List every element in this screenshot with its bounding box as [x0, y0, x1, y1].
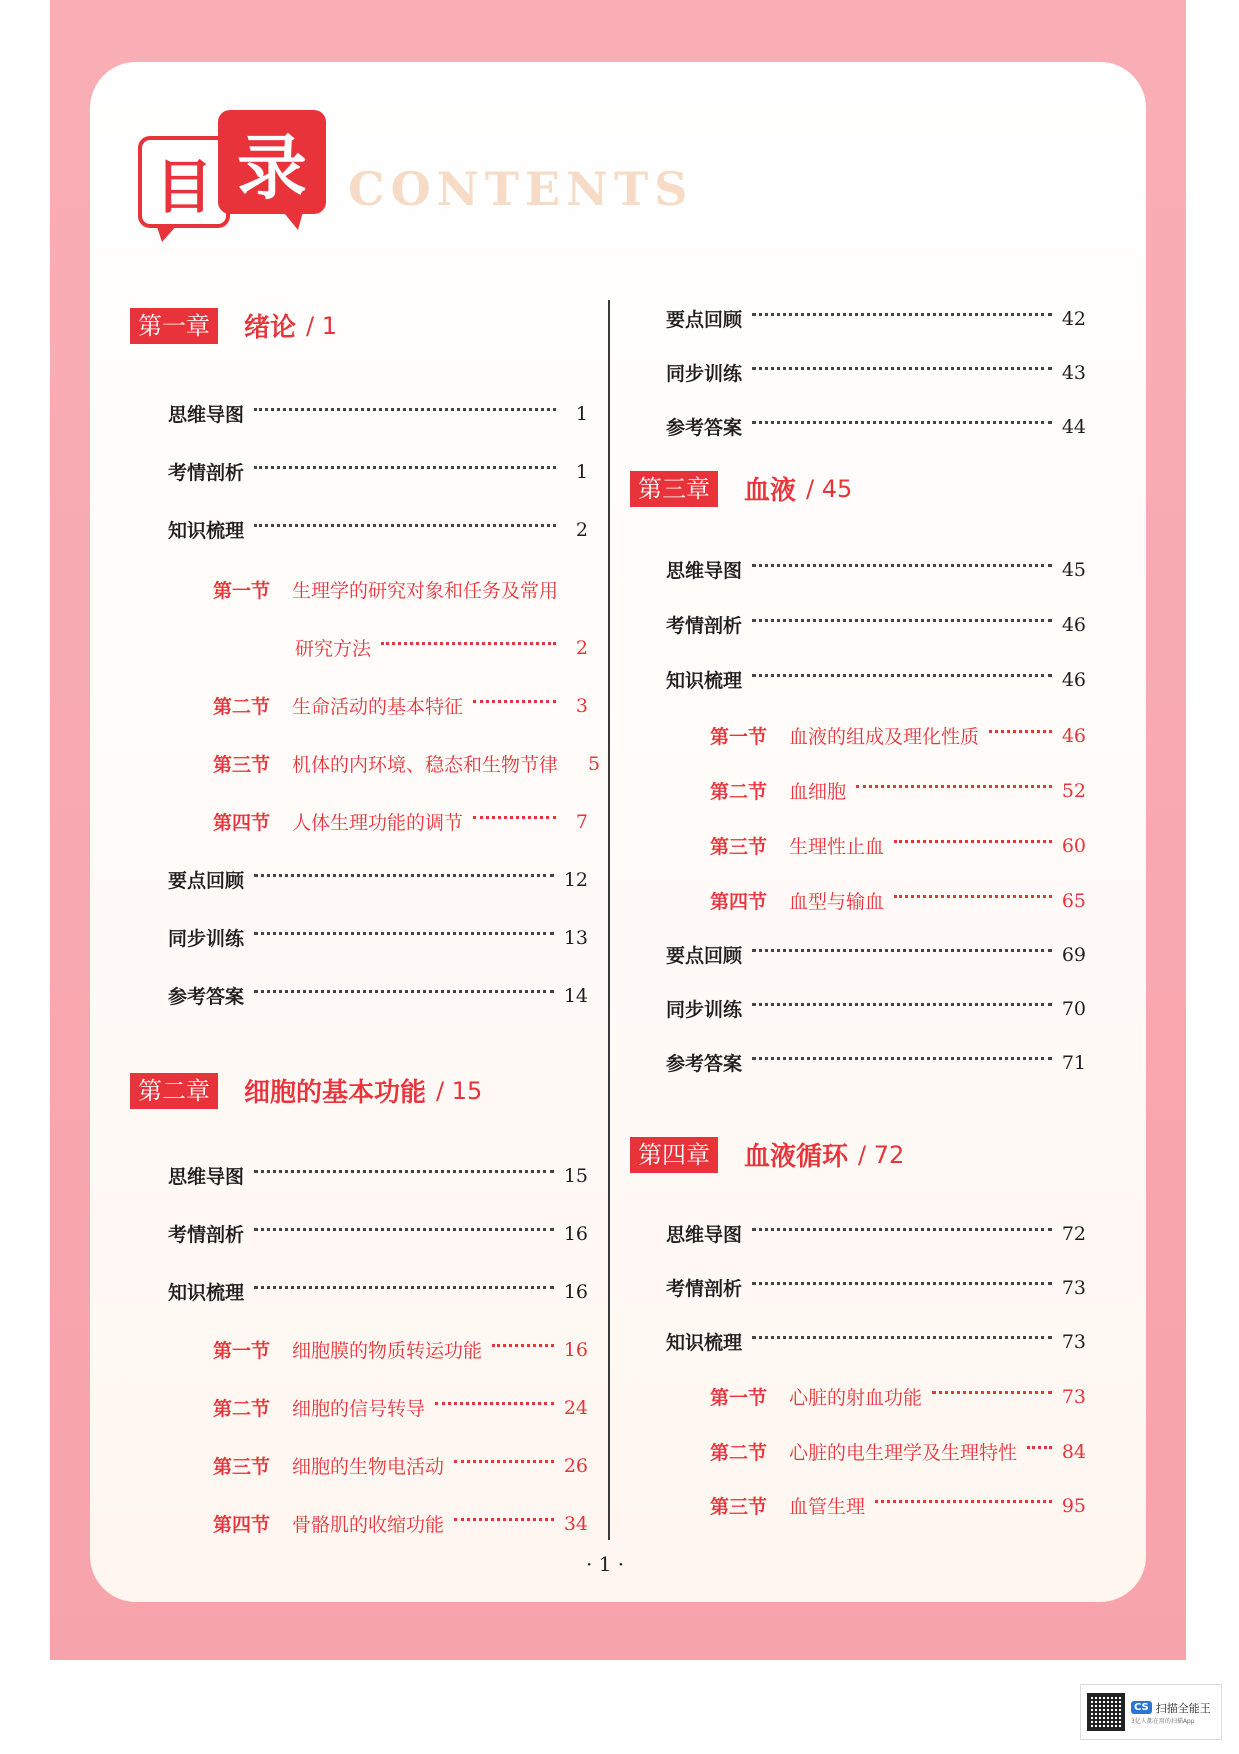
section-number: 第一节 — [213, 580, 271, 602]
toc-entry[interactable] — [666, 359, 1086, 386]
toc-entry[interactable] — [666, 305, 1086, 332]
entry-page: 43 — [1061, 361, 1086, 384]
entry-page: 5 — [587, 752, 601, 775]
toc-entry[interactable] — [666, 995, 1086, 1022]
toc-section[interactable] — [213, 576, 558, 603]
chapter-page: / 72 — [858, 1140, 905, 1169]
section-number: 第三节 — [213, 1456, 271, 1478]
entry-label: 要点回顾 — [666, 945, 743, 967]
chapter-heading[interactable] — [630, 1136, 904, 1173]
section-label: 人体生理功能的调节 — [292, 812, 464, 834]
section-label: 研究方法 — [295, 638, 372, 660]
section-label: 生理学的研究对象和任务及常用 — [292, 580, 559, 602]
entry-label: 知识梳理 — [168, 520, 245, 542]
chapter-badge: 第三章 — [630, 471, 718, 507]
entry-label: 要点回顾 — [168, 870, 245, 892]
toc-section[interactable] — [213, 1336, 588, 1363]
toc-entry[interactable] — [168, 924, 588, 951]
section-label: 血细胞 — [789, 781, 847, 803]
entry-label: 思维导图 — [168, 1166, 245, 1188]
chapter-badge: 第四章 — [630, 1137, 718, 1173]
toc-section[interactable] — [213, 692, 588, 719]
entry-page: 2 — [575, 518, 588, 541]
section-label: 骨骼肌的收缩功能 — [292, 1514, 445, 1536]
column-divider — [608, 300, 610, 1540]
entry-page: 46 — [1061, 724, 1086, 747]
toc-entry[interactable] — [168, 400, 588, 427]
toc-entry[interactable] — [168, 516, 588, 543]
toc-section[interactable] — [710, 777, 1086, 804]
watermark-subtitle: 3亿人都在用的扫描App — [1131, 1717, 1195, 1725]
toc-section[interactable] — [213, 1510, 588, 1537]
entry-label: 同步训练 — [666, 363, 743, 385]
chapter-page: / 1 — [306, 311, 337, 340]
toc-entry[interactable] — [666, 556, 1086, 583]
toc-section[interactable] — [710, 1383, 1086, 1410]
entry-label: 思维导图 — [168, 404, 245, 426]
section-label: 机体的内环境、稳态和生物节律 — [292, 754, 559, 776]
toc-section-cont[interactable] — [295, 634, 588, 661]
section-number: 第三节 — [710, 836, 768, 858]
entry-label: 考情剖析 — [666, 615, 743, 637]
section-label: 细胞的信号转导 — [292, 1398, 426, 1420]
section-label: 生命活动的基本特征 — [292, 696, 464, 718]
section-number: 第一节 — [710, 1387, 768, 1409]
section-label: 细胞的生物电活动 — [292, 1456, 445, 1478]
entry-page: 65 — [1061, 889, 1086, 912]
chapter-title: 血液 — [744, 476, 797, 506]
section-number: 第四节 — [213, 812, 271, 834]
entry-page: 7 — [575, 810, 588, 833]
chapter-title: 血液循环 — [744, 1142, 849, 1172]
entry-page: 2 — [575, 636, 588, 659]
toc-entry[interactable] — [666, 1274, 1086, 1301]
chapter-badge: 第二章 — [130, 1073, 218, 1109]
section-label: 血型与输血 — [789, 891, 885, 913]
title-char-lu: 录 — [218, 110, 326, 214]
entry-page: 26 — [563, 1454, 588, 1477]
chapter-page: / 45 — [806, 474, 853, 503]
entry-page: 45 — [1061, 558, 1086, 581]
entry-label: 知识梳理 — [168, 1282, 245, 1304]
toc-entry[interactable] — [168, 458, 588, 485]
entry-page: 1 — [575, 460, 588, 483]
section-number: 第一节 — [213, 1340, 271, 1362]
section-label: 心脏的射血功能 — [789, 1387, 923, 1409]
chapter-heading[interactable] — [130, 1072, 482, 1109]
entry-label: 参考答案 — [168, 986, 245, 1008]
entry-label: 知识梳理 — [666, 1332, 743, 1354]
toc-entry[interactable] — [168, 1220, 588, 1247]
entry-page: 70 — [1061, 997, 1086, 1020]
toc-section[interactable] — [710, 1438, 1086, 1465]
entry-page: 1 — [575, 402, 588, 425]
toc-entry[interactable] — [666, 1328, 1086, 1355]
entry-page: 72 — [1061, 1222, 1086, 1245]
entry-page: 95 — [1061, 1494, 1086, 1517]
toc-section[interactable] — [213, 750, 601, 777]
entry-page: 24 — [563, 1396, 588, 1419]
entry-page: 16 — [563, 1280, 588, 1303]
section-number: 第三节 — [213, 754, 271, 776]
title-char-mu: 目 — [138, 136, 230, 228]
toc-entry[interactable] — [666, 1220, 1086, 1247]
section-number: 第四节 — [710, 891, 768, 913]
toc-section[interactable] — [710, 832, 1086, 859]
toc-entry[interactable] — [168, 866, 588, 893]
entry-page: 73 — [1061, 1276, 1086, 1299]
qr-code-icon — [1087, 1693, 1125, 1731]
entry-label: 考情剖析 — [666, 1278, 743, 1300]
section-label: 血管生理 — [789, 1496, 866, 1518]
entry-page: 73 — [1061, 1385, 1086, 1408]
entry-page: 16 — [563, 1338, 588, 1361]
section-number: 第二节 — [213, 696, 271, 718]
chapter-title: 细胞的基本功能 — [244, 1078, 427, 1108]
entry-label: 知识梳理 — [666, 670, 743, 692]
toc-section[interactable] — [710, 887, 1086, 914]
entry-page: 13 — [563, 926, 588, 949]
toc-entry[interactable] — [666, 666, 1086, 693]
entry-page: 14 — [563, 984, 588, 1007]
entry-page: 12 — [563, 868, 588, 891]
chapter-page: / 15 — [436, 1076, 483, 1105]
entry-page: 44 — [1061, 415, 1086, 438]
chapter-badge: 第一章 — [130, 308, 218, 344]
chapter-heading[interactable] — [130, 307, 337, 344]
section-number: 第三节 — [710, 1496, 768, 1518]
entry-page: 73 — [1061, 1330, 1086, 1353]
section-label: 细胞膜的物质转运功能 — [292, 1340, 483, 1362]
entry-page: 69 — [1061, 943, 1086, 966]
entry-label: 参考答案 — [666, 1053, 743, 1075]
entry-page: 42 — [1061, 307, 1086, 330]
toc-entry[interactable] — [168, 982, 588, 1009]
entry-page: 46 — [1061, 668, 1086, 691]
entry-page: 60 — [1061, 834, 1086, 857]
entry-page: 52 — [1061, 779, 1086, 802]
toc-entry[interactable] — [666, 941, 1086, 968]
entry-label: 思维导图 — [666, 560, 743, 582]
entry-label: 思维导图 — [666, 1224, 743, 1246]
speech-tail-icon — [156, 224, 178, 242]
entry-page: 84 — [1061, 1440, 1086, 1463]
toc-entry[interactable] — [168, 1162, 588, 1189]
section-label: 心脏的电生理学及生理特性 — [789, 1442, 1018, 1464]
entry-page: 16 — [563, 1222, 588, 1245]
toc-entry[interactable] — [666, 1049, 1086, 1076]
entry-label: 要点回顾 — [666, 309, 743, 331]
entry-page: 34 — [563, 1512, 588, 1535]
entry-label: 同步训练 — [168, 928, 245, 950]
entry-label: 考情剖析 — [168, 1224, 245, 1246]
toc-entry[interactable] — [666, 413, 1086, 440]
entry-page: 3 — [575, 694, 588, 717]
contents-heading: CONTENTS — [348, 162, 694, 216]
page-number: · 1 · — [586, 1552, 625, 1576]
toc-section[interactable] — [213, 1394, 588, 1421]
speech-tail-icon — [280, 208, 304, 230]
toc-section[interactable] — [710, 722, 1086, 749]
toc-entry[interactable] — [666, 611, 1086, 638]
watermark-name: 扫描全能王 — [1155, 1701, 1211, 1715]
entry-label: 参考答案 — [666, 417, 743, 439]
section-number: 第二节 — [213, 1398, 271, 1420]
section-number: 第二节 — [710, 781, 768, 803]
section-number: 第二节 — [710, 1442, 768, 1464]
entry-page: 71 — [1061, 1051, 1086, 1074]
section-label: 血液的组成及理化性质 — [789, 726, 980, 748]
toc-entry[interactable] — [168, 1278, 588, 1305]
entry-label: 考情剖析 — [168, 462, 245, 484]
camscanner-logo: CS — [1131, 1701, 1152, 1714]
chapter-heading[interactable] — [630, 470, 852, 507]
toc-section[interactable] — [213, 808, 588, 835]
section-label: 生理性止血 — [789, 836, 885, 858]
entry-label: 同步训练 — [666, 999, 743, 1021]
section-number: 第四节 — [213, 1514, 271, 1536]
toc-section[interactable] — [710, 1492, 1086, 1519]
scanner-watermark — [1080, 1684, 1222, 1740]
section-number: 第一节 — [710, 726, 768, 748]
toc-section[interactable] — [213, 1452, 588, 1479]
entry-page: 46 — [1061, 613, 1086, 636]
chapter-title: 绪论 — [244, 313, 297, 343]
entry-page: 15 — [563, 1164, 588, 1187]
